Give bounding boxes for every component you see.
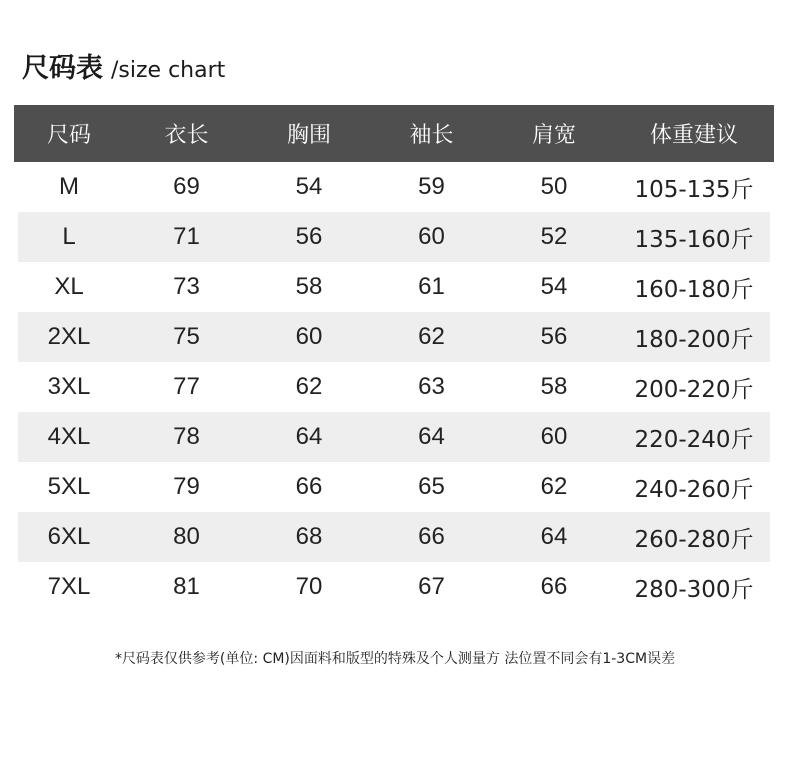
cell-length: 71 [124, 212, 249, 262]
table-row [14, 462, 774, 512]
cell-size: 2XL [14, 312, 124, 362]
cell-weight: 240-260斤 [634, 476, 754, 503]
cell-shoulder: 50 [540, 173, 568, 200]
cell-sleeve: 67 [418, 573, 445, 600]
cell-size: 5XL [47, 473, 91, 500]
cell-size: XL [54, 273, 84, 300]
cell-length: 75 [124, 312, 249, 362]
cell-length: 77 [173, 373, 200, 400]
cell-shoulder: 52 [494, 212, 614, 262]
cell-shoulder: 58 [540, 373, 568, 400]
header-sleeve: 袖长 [369, 105, 494, 162]
cell-weight: 180-200斤 [614, 312, 774, 362]
header-row [14, 105, 774, 162]
size-chart-table [14, 105, 774, 612]
table-body [14, 162, 774, 612]
cell-weight: 220-240斤 [614, 412, 774, 462]
cell-chest: 58 [295, 273, 323, 300]
cell-chest: 60 [249, 312, 369, 362]
cell-shoulder: 62 [540, 473, 568, 500]
table-row [14, 412, 774, 462]
cell-chest: 68 [249, 512, 369, 562]
cell-sleeve: 63 [418, 373, 445, 400]
cell-sleeve: 60 [369, 212, 494, 262]
cell-chest: 54 [295, 173, 323, 200]
cell-size: 7XL [47, 573, 91, 600]
cell-sleeve: 62 [369, 312, 494, 362]
cell-size: 4XL [14, 412, 124, 462]
cell-chest: 64 [249, 412, 369, 462]
header-size: 尺码 [14, 105, 124, 162]
cell-length: 78 [124, 412, 249, 462]
cell-size: L [14, 212, 124, 262]
cell-weight: 160-180斤 [634, 276, 754, 303]
table-row [14, 512, 774, 562]
cell-sleeve: 64 [369, 412, 494, 462]
header-shoulder: 肩宽 [494, 105, 614, 162]
cell-size: M [59, 173, 79, 200]
cell-shoulder: 60 [494, 412, 614, 462]
cell-sleeve: 59 [418, 173, 445, 200]
table-row [14, 562, 774, 612]
cell-sleeve: 65 [418, 473, 445, 500]
table-row [14, 362, 774, 412]
title-subtitle: /size chart [111, 58, 226, 83]
cell-sleeve: 61 [418, 273, 445, 300]
cell-weight: 105-135斤 [634, 176, 754, 203]
cell-length: 81 [173, 573, 200, 600]
cell-chest: 56 [249, 212, 369, 262]
cell-weight: 135-160斤 [614, 212, 774, 262]
cell-length: 69 [173, 173, 200, 200]
cell-size: 3XL [47, 373, 91, 400]
header-chest: 胸围 [249, 105, 369, 162]
footnote: *尺码表仅供参考(单位: CM)因面料和版型的特殊及个人测量方 法位置不同会有1-3CM误差 [114, 651, 676, 667]
cell-weight: 280-300斤 [634, 576, 754, 603]
table-header [14, 105, 774, 162]
table-row [14, 312, 774, 362]
title-main: 尺码表 [22, 53, 103, 84]
cell-chest: 62 [295, 373, 323, 400]
table-row [14, 162, 774, 212]
cell-shoulder: 64 [494, 512, 614, 562]
cell-length: 80 [124, 512, 249, 562]
cell-shoulder: 56 [494, 312, 614, 362]
cell-chest: 66 [295, 473, 323, 500]
cell-shoulder: 66 [540, 573, 568, 600]
table-row [14, 212, 774, 262]
cell-shoulder: 54 [540, 273, 568, 300]
cell-weight: 200-220斤 [634, 376, 754, 403]
header-weight: 体重建议 [614, 105, 774, 162]
header-length: 衣长 [124, 105, 249, 162]
page-title [22, 46, 225, 86]
cell-length: 79 [173, 473, 200, 500]
table-row [14, 262, 774, 312]
cell-length: 73 [173, 273, 200, 300]
cell-sleeve: 66 [369, 512, 494, 562]
cell-weight: 260-280斤 [614, 512, 774, 562]
cell-size: 6XL [14, 512, 124, 562]
cell-chest: 70 [295, 573, 323, 600]
